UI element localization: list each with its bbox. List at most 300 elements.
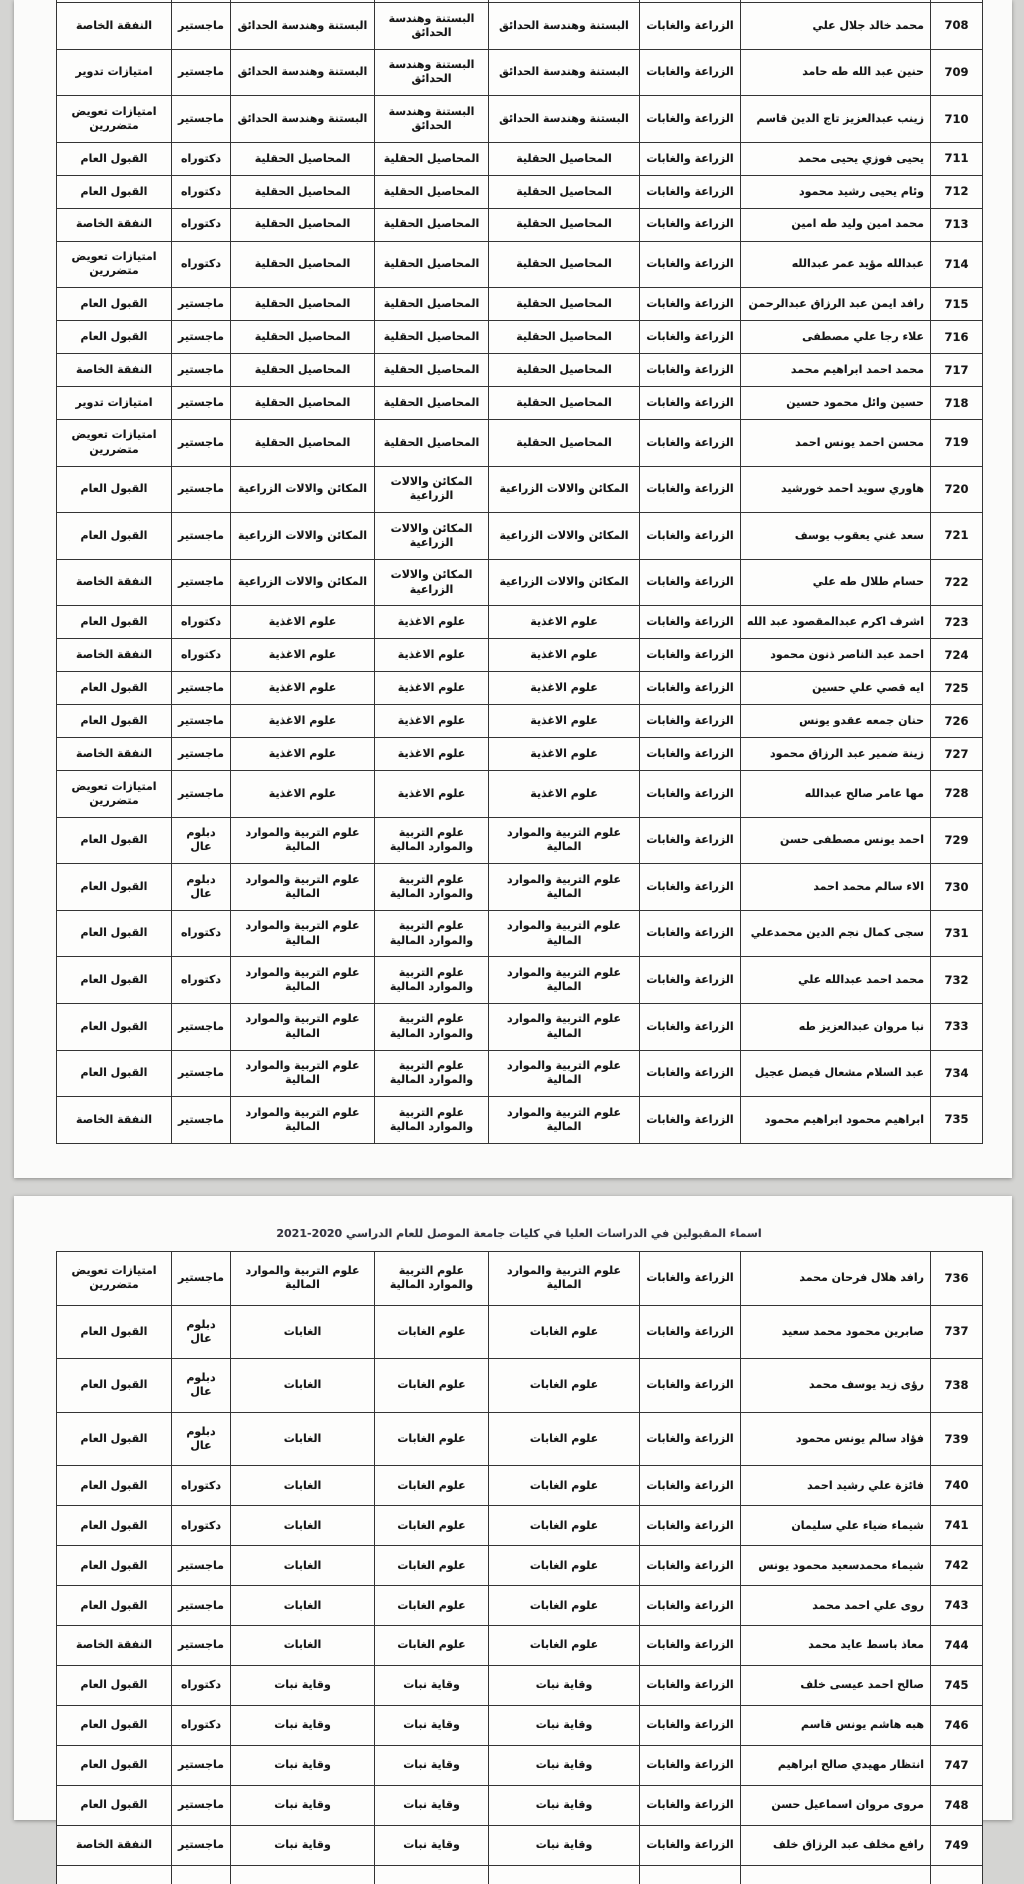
table-row — [57, 864, 983, 911]
cell-department-right: علوم الغابات — [489, 1359, 640, 1413]
cell-department-right: علوم التربية والموارد المالية — [489, 957, 640, 1004]
cell-college: الزراعة والغابات — [640, 466, 741, 513]
page-title: اسماء المقبولين في الدراسات العليا في كليات جامعة الموصل للعام الدراسي 2020-2021 — [276, 1227, 762, 1240]
cell-student-name: عبد السلام مشعال فيصل عجيل — [741, 1050, 931, 1097]
cell-student-name: يحيى فوزي يحيى محمد — [741, 142, 931, 175]
cell-serial-number: 737 — [931, 1305, 983, 1359]
cell-department-middle: علوم الغابات — [375, 1586, 489, 1626]
table-row — [57, 1825, 983, 1865]
cell-department-left: الغابات — [231, 1305, 375, 1359]
cell-student-name: وئام يحيى رشيد محمود — [741, 175, 931, 208]
table-row — [57, 1666, 983, 1706]
table-row — [57, 1252, 983, 1306]
table-row — [57, 321, 983, 354]
cell-serial-number: 717 — [931, 354, 983, 387]
cell-department-middle: علوم التربية والموارد المالية — [375, 817, 489, 864]
cell-college: الزراعة والغابات — [640, 1359, 741, 1413]
cell-college: الزراعة والغابات — [640, 354, 741, 387]
cell-department-right: علوم الاغذية — [489, 705, 640, 738]
cell-department-left: المحاصيل الحقلية — [231, 354, 375, 387]
cell-degree: ماجستير — [172, 466, 231, 513]
table-row — [57, 513, 983, 560]
cell-admission-channel: القبول العام — [57, 910, 172, 957]
admissions-table-bottom — [56, 1251, 983, 1884]
table-row — [57, 419, 983, 466]
cell-admission-channel: النفقة الخاصة — [57, 738, 172, 771]
scanned-page-1 — [14, 0, 1012, 1178]
cell-department-middle: المكائن والالات الزراعية — [375, 466, 489, 513]
cell-degree: دكتوراه — [172, 1666, 231, 1706]
cell-department-left: المحاصيل الحقلية — [231, 321, 375, 354]
cell-admission-channel: النفقة الخاصة — [57, 354, 172, 387]
cell-department-right: البستنة وهندسة الحدائق — [489, 96, 640, 143]
cell-department-left: الغابات — [231, 1626, 375, 1666]
table-body — [57, 1252, 983, 1866]
cell-college: الزراعة والغابات — [640, 1546, 741, 1586]
cell-student-name: حسين وائل محمود حسين — [741, 387, 931, 420]
cell-department-middle: علوم التربية والموارد المالية — [375, 1050, 489, 1097]
cell-student-name: هاوري سويد احمد خورشيد — [741, 466, 931, 513]
cell-department-left: وقاية نبات — [231, 1825, 375, 1865]
cell-admission-channel: القبول العام — [57, 513, 172, 560]
cell-serial-number: 729 — [931, 817, 983, 864]
cell-serial-number: 710 — [931, 96, 983, 143]
cell-admission-channel: القبول العام — [57, 1003, 172, 1050]
cell-admission-channel: امتيازات تعويض متضررين — [57, 1252, 172, 1306]
cell-student-name: شيماء ضياء علي سليمان — [741, 1506, 931, 1546]
cell-admission-channel: القبول العام — [57, 175, 172, 208]
cell-college: الزراعة والغابات — [640, 1745, 741, 1785]
cell-admission-channel: القبول العام — [57, 957, 172, 1004]
cell-admission-channel: النفقة الخاصة — [57, 1825, 172, 1865]
cell-serial-number: 722 — [931, 559, 983, 606]
cell-department-left: البستنة وهندسة الحدائق — [231, 3, 375, 50]
cell-department-right: علوم الاغذية — [489, 771, 640, 818]
cell-student-name: هبه هاشم يونس قاسم — [741, 1706, 931, 1746]
cell-degree: ماجستير — [172, 354, 231, 387]
cell-department-middle: علوم التربية والموارد المالية — [375, 1097, 489, 1144]
cell-college: الزراعة والغابات — [640, 419, 741, 466]
cell-department-middle: المحاصيل الحقلية — [375, 321, 489, 354]
cell-degree: ماجستير — [172, 738, 231, 771]
cell-department-middle: علوم الاغذية — [375, 672, 489, 705]
cell-department-middle: وقاية نبات — [375, 1706, 489, 1746]
cell-student-name: محمد خالد جلال علي — [741, 3, 931, 50]
cell-admission-channel: القبول العام — [57, 1586, 172, 1626]
cell-empty — [931, 1865, 983, 1884]
cell-department-middle: علوم التربية والموارد المالية — [375, 957, 489, 1004]
cell-empty — [741, 1865, 931, 1884]
table-row — [57, 175, 983, 208]
cell-degree: ماجستير — [172, 672, 231, 705]
cell-degree: ماجستير — [172, 1626, 231, 1666]
cell-department-middle: المحاصيل الحقلية — [375, 354, 489, 387]
cell-student-name: حنان جمعه عقدو يونس — [741, 705, 931, 738]
cell-department-middle: علوم الغابات — [375, 1546, 489, 1586]
cell-admission-channel: القبول العام — [57, 1359, 172, 1413]
cell-college: الزراعة والغابات — [640, 1506, 741, 1546]
cell-student-name: علاء رجا علي مصطفى — [741, 321, 931, 354]
scanned-page-2 — [14, 1196, 1012, 1852]
cell-college: الزراعة والغابات — [640, 1825, 741, 1865]
cell-empty — [640, 1865, 741, 1884]
cell-serial-number: 726 — [931, 705, 983, 738]
cell-department-left: المكائن والالات الزراعية — [231, 559, 375, 606]
cell-serial-number: 709 — [931, 49, 983, 96]
cell-student-name: مها عامر صالح عبدالله — [741, 771, 931, 818]
cell-department-right: المحاصيل الحقلية — [489, 387, 640, 420]
cell-student-name: معاذ باسط عايد محمد — [741, 1626, 931, 1666]
cell-department-middle: علوم التربية والموارد المالية — [375, 1252, 489, 1306]
cell-college: الزراعة والغابات — [640, 1252, 741, 1306]
table-row-partial — [57, 1865, 983, 1884]
cell-admission-channel: امتيازات تدوير — [57, 49, 172, 96]
cell-admission-channel: امتيازات تعويض متضررين — [57, 241, 172, 288]
cell-college: الزراعة والغابات — [640, 1785, 741, 1825]
cell-serial-number: 742 — [931, 1546, 983, 1586]
cell-degree: ماجستير — [172, 321, 231, 354]
cell-department-middle: علوم الغابات — [375, 1412, 489, 1466]
cell-degree: ماجستير — [172, 419, 231, 466]
cell-degree: دبلوم عال — [172, 817, 231, 864]
cell-department-right: المكائن والالات الزراعية — [489, 466, 640, 513]
cell-department-right: علوم التربية والموارد المالية — [489, 1252, 640, 1306]
cell-department-left: المحاصيل الحقلية — [231, 387, 375, 420]
cell-department-middle: المكائن والالات الزراعية — [375, 513, 489, 560]
cell-department-right: علوم الاغذية — [489, 738, 640, 771]
cell-college: الزراعة والغابات — [640, 387, 741, 420]
table-row — [57, 1359, 983, 1413]
cell-admission-channel: القبول العام — [57, 321, 172, 354]
cell-department-right: وقاية نبات — [489, 1825, 640, 1865]
cell-degree: دكتوراه — [172, 175, 231, 208]
cell-department-left: الغابات — [231, 1586, 375, 1626]
cell-admission-channel: القبول العام — [57, 466, 172, 513]
cell-department-left: الغابات — [231, 1359, 375, 1413]
cell-serial-number: 740 — [931, 1466, 983, 1506]
cell-college: الزراعة والغابات — [640, 672, 741, 705]
table-row — [57, 771, 983, 818]
cell-admission-channel: النفقة الخاصة — [57, 1626, 172, 1666]
table-row — [57, 1506, 983, 1546]
cell-college: الزراعة والغابات — [640, 1003, 741, 1050]
cell-serial-number: 723 — [931, 606, 983, 639]
cell-department-left: وقاية نبات — [231, 1785, 375, 1825]
cell-college: الزراعة والغابات — [640, 1305, 741, 1359]
cell-degree: دبلوم عال — [172, 1412, 231, 1466]
cell-department-middle: المحاصيل الحقلية — [375, 208, 489, 241]
table-row — [57, 1626, 983, 1666]
cell-degree: دكتوراه — [172, 910, 231, 957]
table-row — [57, 1412, 983, 1466]
cell-degree: دكتوراه — [172, 957, 231, 1004]
cell-student-name: سعد غني يعقوب يوسف — [741, 513, 931, 560]
cell-department-right: المحاصيل الحقلية — [489, 321, 640, 354]
cell-department-middle: علوم الاغذية — [375, 738, 489, 771]
cell-department-right: علوم الغابات — [489, 1626, 640, 1666]
cell-admission-channel: القبول العام — [57, 864, 172, 911]
cell-student-name: حسام طلال طه علي — [741, 559, 931, 606]
cell-degree: دبلوم عال — [172, 1305, 231, 1359]
cell-department-middle: المحاصيل الحقلية — [375, 387, 489, 420]
cell-department-left: وقاية نبات — [231, 1706, 375, 1746]
cell-student-name: احمد يونس مصطفى حسن — [741, 817, 931, 864]
cell-empty — [375, 1865, 489, 1884]
cell-degree: دبلوم عال — [172, 864, 231, 911]
cell-department-right: المحاصيل الحقلية — [489, 142, 640, 175]
cell-serial-number: 738 — [931, 1359, 983, 1413]
cell-college: الزراعة والغابات — [640, 3, 741, 50]
cell-admission-channel: القبول العام — [57, 705, 172, 738]
table-row — [57, 1305, 983, 1359]
cell-department-left: وقاية نبات — [231, 1666, 375, 1706]
cell-department-left: المكائن والالات الزراعية — [231, 513, 375, 560]
cell-admission-channel: القبول العام — [57, 1666, 172, 1706]
cell-admission-channel: القبول العام — [57, 288, 172, 321]
table-row — [57, 1003, 983, 1050]
cell-degree: ماجستير — [172, 1825, 231, 1865]
table-row — [57, 3, 983, 50]
cell-department-middle: علوم الغابات — [375, 1466, 489, 1506]
table-row — [57, 142, 983, 175]
cut-off-row-stub — [57, 1865, 983, 1884]
cell-student-name: نبا مروان عبدالعزيز طه — [741, 1003, 931, 1050]
cell-department-right: المحاصيل الحقلية — [489, 208, 640, 241]
cell-department-middle: وقاية نبات — [375, 1745, 489, 1785]
cell-department-middle: علوم الاغذية — [375, 639, 489, 672]
cell-student-name: حنين عبد الله طه حامد — [741, 49, 931, 96]
cell-serial-number: 711 — [931, 142, 983, 175]
cell-admission-channel: القبول العام — [57, 1706, 172, 1746]
cell-serial-number: 714 — [931, 241, 983, 288]
cell-serial-number: 732 — [931, 957, 983, 1004]
cell-department-left: الغابات — [231, 1546, 375, 1586]
cell-college: الزراعة والغابات — [640, 705, 741, 738]
cell-degree: ماجستير — [172, 513, 231, 560]
table-row — [57, 387, 983, 420]
cell-college: الزراعة والغابات — [640, 241, 741, 288]
cell-department-left: المحاصيل الحقلية — [231, 241, 375, 288]
table-row — [57, 639, 983, 672]
cell-degree: دبلوم عال — [172, 1359, 231, 1413]
cell-student-name: احمد عبد الناصر ذنون محمود — [741, 639, 931, 672]
cell-department-left: علوم التربية والموارد المالية — [231, 1003, 375, 1050]
cell-serial-number: 748 — [931, 1785, 983, 1825]
cell-degree: ماجستير — [172, 1097, 231, 1144]
cell-admission-channel: النفقة الخاصة — [57, 208, 172, 241]
cell-student-name: اشرف اكرم عبدالمقصود عبد الله — [741, 606, 931, 639]
cell-department-middle: المحاصيل الحقلية — [375, 288, 489, 321]
cell-department-left: علوم التربية والموارد المالية — [231, 817, 375, 864]
cell-student-name: سجى كمال نجم الدين محمدعلي — [741, 910, 931, 957]
cell-department-middle: علوم التربية والموارد المالية — [375, 1003, 489, 1050]
cell-degree: دكتوراه — [172, 208, 231, 241]
cell-degree: ماجستير — [172, 559, 231, 606]
cell-college: الزراعة والغابات — [640, 1050, 741, 1097]
cell-college: الزراعة والغابات — [640, 1706, 741, 1746]
cell-department-right: علوم التربية والموارد المالية — [489, 1097, 640, 1144]
cell-college: الزراعة والغابات — [640, 1586, 741, 1626]
cell-student-name: مروى مروان اسماعيل حسن — [741, 1785, 931, 1825]
cell-department-right: المحاصيل الحقلية — [489, 288, 640, 321]
cell-department-middle: علوم الغابات — [375, 1626, 489, 1666]
cell-college: الزراعة والغابات — [640, 142, 741, 175]
cell-student-name: انتظار مهيدي صالح ابراهيم — [741, 1745, 931, 1785]
cell-department-middle: وقاية نبات — [375, 1785, 489, 1825]
cell-department-left: علوم التربية والموارد المالية — [231, 1097, 375, 1144]
cell-department-left: المحاصيل الحقلية — [231, 208, 375, 241]
admissions-table-top — [56, 0, 983, 1144]
cell-serial-number: 745 — [931, 1666, 983, 1706]
cell-student-name: رؤى زيد يوسف محمد — [741, 1359, 931, 1413]
cell-department-middle: علوم التربية والموارد المالية — [375, 864, 489, 911]
cell-department-left: علوم التربية والموارد المالية — [231, 910, 375, 957]
cell-department-left: الغابات — [231, 1412, 375, 1466]
cell-admission-channel: النفقة الخاصة — [57, 1097, 172, 1144]
cell-department-left: المحاصيل الحقلية — [231, 142, 375, 175]
cell-department-left: علوم الاغذية — [231, 606, 375, 639]
cell-admission-channel: النفقة الخاصة — [57, 639, 172, 672]
cell-department-left: الغابات — [231, 1506, 375, 1546]
cell-department-left: المحاصيل الحقلية — [231, 175, 375, 208]
table-row — [57, 1785, 983, 1825]
table-row — [57, 49, 983, 96]
cell-degree: ماجستير — [172, 3, 231, 50]
cell-serial-number: 746 — [931, 1706, 983, 1746]
cell-department-right: وقاية نبات — [489, 1785, 640, 1825]
cell-department-middle: وقاية نبات — [375, 1666, 489, 1706]
cell-department-middle: البستنة وهندسة الحدائق — [375, 96, 489, 143]
cell-department-left: علوم الاغذية — [231, 672, 375, 705]
cell-serial-number: 720 — [931, 466, 983, 513]
cell-department-left: المحاصيل الحقلية — [231, 419, 375, 466]
cell-college: الزراعة والغابات — [640, 96, 741, 143]
cell-department-middle: المكائن والالات الزراعية — [375, 559, 489, 606]
cell-admission-channel: القبول العام — [57, 817, 172, 864]
cell-college: الزراعة والغابات — [640, 175, 741, 208]
cell-degree: ماجستير — [172, 1003, 231, 1050]
cell-college: الزراعة والغابات — [640, 910, 741, 957]
cell-department-right: المحاصيل الحقلية — [489, 241, 640, 288]
cell-department-right: البستنة وهندسة الحدائق — [489, 49, 640, 96]
cell-serial-number: 743 — [931, 1586, 983, 1626]
cell-department-right: البستنة وهندسة الحدائق — [489, 3, 640, 50]
cell-department-right: علوم التربية والموارد المالية — [489, 910, 640, 957]
cell-degree: دكتوراه — [172, 142, 231, 175]
cell-serial-number: 744 — [931, 1626, 983, 1666]
cell-department-left: علوم التربية والموارد المالية — [231, 864, 375, 911]
cell-admission-channel: امتيازات تعويض متضررين — [57, 419, 172, 466]
cell-student-name: روى علي احمد محمد — [741, 1586, 931, 1626]
cell-degree: دكتوراه — [172, 1506, 231, 1546]
cell-admission-channel: القبول العام — [57, 672, 172, 705]
cell-serial-number: 739 — [931, 1412, 983, 1466]
table-row — [57, 1706, 983, 1746]
cell-student-name: زينة ضمير عبد الرزاق محمود — [741, 738, 931, 771]
cell-department-right: علوم التربية والموارد المالية — [489, 1050, 640, 1097]
cell-degree: ماجستير — [172, 1252, 231, 1306]
cell-student-name: صابرين محمود محمد سعيد — [741, 1305, 931, 1359]
cell-student-name: رافع مخلف عبد الرزاق خلف — [741, 1825, 931, 1865]
cell-college: الزراعة والغابات — [640, 1466, 741, 1506]
cell-student-name: شيماء محمدسعيد محمود يونس — [741, 1546, 931, 1586]
cell-department-middle: المحاصيل الحقلية — [375, 142, 489, 175]
cell-department-middle: البستنة وهندسة الحدائق — [375, 49, 489, 96]
cell-student-name: محمد احمد عبدالله علي — [741, 957, 931, 1004]
cell-student-name: رافد هلال فرحان محمد — [741, 1252, 931, 1306]
cell-department-right: علوم الغابات — [489, 1506, 640, 1546]
cell-department-middle: المحاصيل الحقلية — [375, 175, 489, 208]
cell-serial-number: 728 — [931, 771, 983, 818]
cell-department-right: علوم الاغذية — [489, 639, 640, 672]
cell-admission-channel: القبول العام — [57, 1506, 172, 1546]
cell-student-name: محمد امين وليد طه امين — [741, 208, 931, 241]
cell-department-right: وقاية نبات — [489, 1706, 640, 1746]
cell-department-left: الغابات — [231, 1466, 375, 1506]
cell-admission-channel: القبول العام — [57, 606, 172, 639]
cell-degree: دكتوراه — [172, 606, 231, 639]
cell-department-right: علوم الغابات — [489, 1466, 640, 1506]
cell-department-left: البستنة وهندسة الحدائق — [231, 96, 375, 143]
cell-serial-number: 716 — [931, 321, 983, 354]
cell-serial-number: 727 — [931, 738, 983, 771]
cell-department-right: علوم التربية والموارد المالية — [489, 817, 640, 864]
table-row — [57, 241, 983, 288]
cell-serial-number: 719 — [931, 419, 983, 466]
table-row — [57, 606, 983, 639]
cell-department-middle: البستنة وهندسة الحدائق — [375, 3, 489, 50]
cell-college: الزراعة والغابات — [640, 639, 741, 672]
cell-admission-channel: القبول العام — [57, 1305, 172, 1359]
cell-department-right: المحاصيل الحقلية — [489, 419, 640, 466]
table-row — [57, 1050, 983, 1097]
cell-college: الزراعة والغابات — [640, 288, 741, 321]
cell-department-middle: علوم الاغذية — [375, 771, 489, 818]
cell-serial-number: 713 — [931, 208, 983, 241]
cell-serial-number: 718 — [931, 387, 983, 420]
cell-college: الزراعة والغابات — [640, 1097, 741, 1144]
cell-department-right: علوم الغابات — [489, 1305, 640, 1359]
cell-department-right: المحاصيل الحقلية — [489, 175, 640, 208]
cell-department-right: علوم الغابات — [489, 1546, 640, 1586]
cell-admission-channel: امتيازات تدوير — [57, 387, 172, 420]
cell-student-name: زينب عبدالعزيز تاج الدين قاسم — [741, 96, 931, 143]
cell-student-name: فائزة علي رشيد احمد — [741, 1466, 931, 1506]
cell-college: الزراعة والغابات — [640, 49, 741, 96]
table-row — [57, 672, 983, 705]
cell-college: الزراعة والغابات — [640, 606, 741, 639]
cell-serial-number: 741 — [931, 1506, 983, 1546]
cell-student-name: محمد احمد ابراهيم محمد — [741, 354, 931, 387]
cell-serial-number: 730 — [931, 864, 983, 911]
cell-department-right: وقاية نبات — [489, 1745, 640, 1785]
cell-department-left: البستنة وهندسة الحدائق — [231, 49, 375, 96]
cell-serial-number: 749 — [931, 1825, 983, 1865]
cell-serial-number: 725 — [931, 672, 983, 705]
cell-department-middle: المحاصيل الحقلية — [375, 241, 489, 288]
cell-department-right: علوم الاغذية — [489, 606, 640, 639]
cell-admission-channel: القبول العام — [57, 1785, 172, 1825]
cell-department-middle: وقاية نبات — [375, 1825, 489, 1865]
cell-degree: دكتوراه — [172, 241, 231, 288]
table-row — [57, 817, 983, 864]
cell-admission-channel: القبول العام — [57, 1466, 172, 1506]
cell-admission-channel: النفقة الخاصة — [57, 559, 172, 606]
cell-degree: ماجستير — [172, 1050, 231, 1097]
table-row — [57, 1586, 983, 1626]
cell-department-middle: علوم الاغذية — [375, 606, 489, 639]
table-row — [57, 288, 983, 321]
